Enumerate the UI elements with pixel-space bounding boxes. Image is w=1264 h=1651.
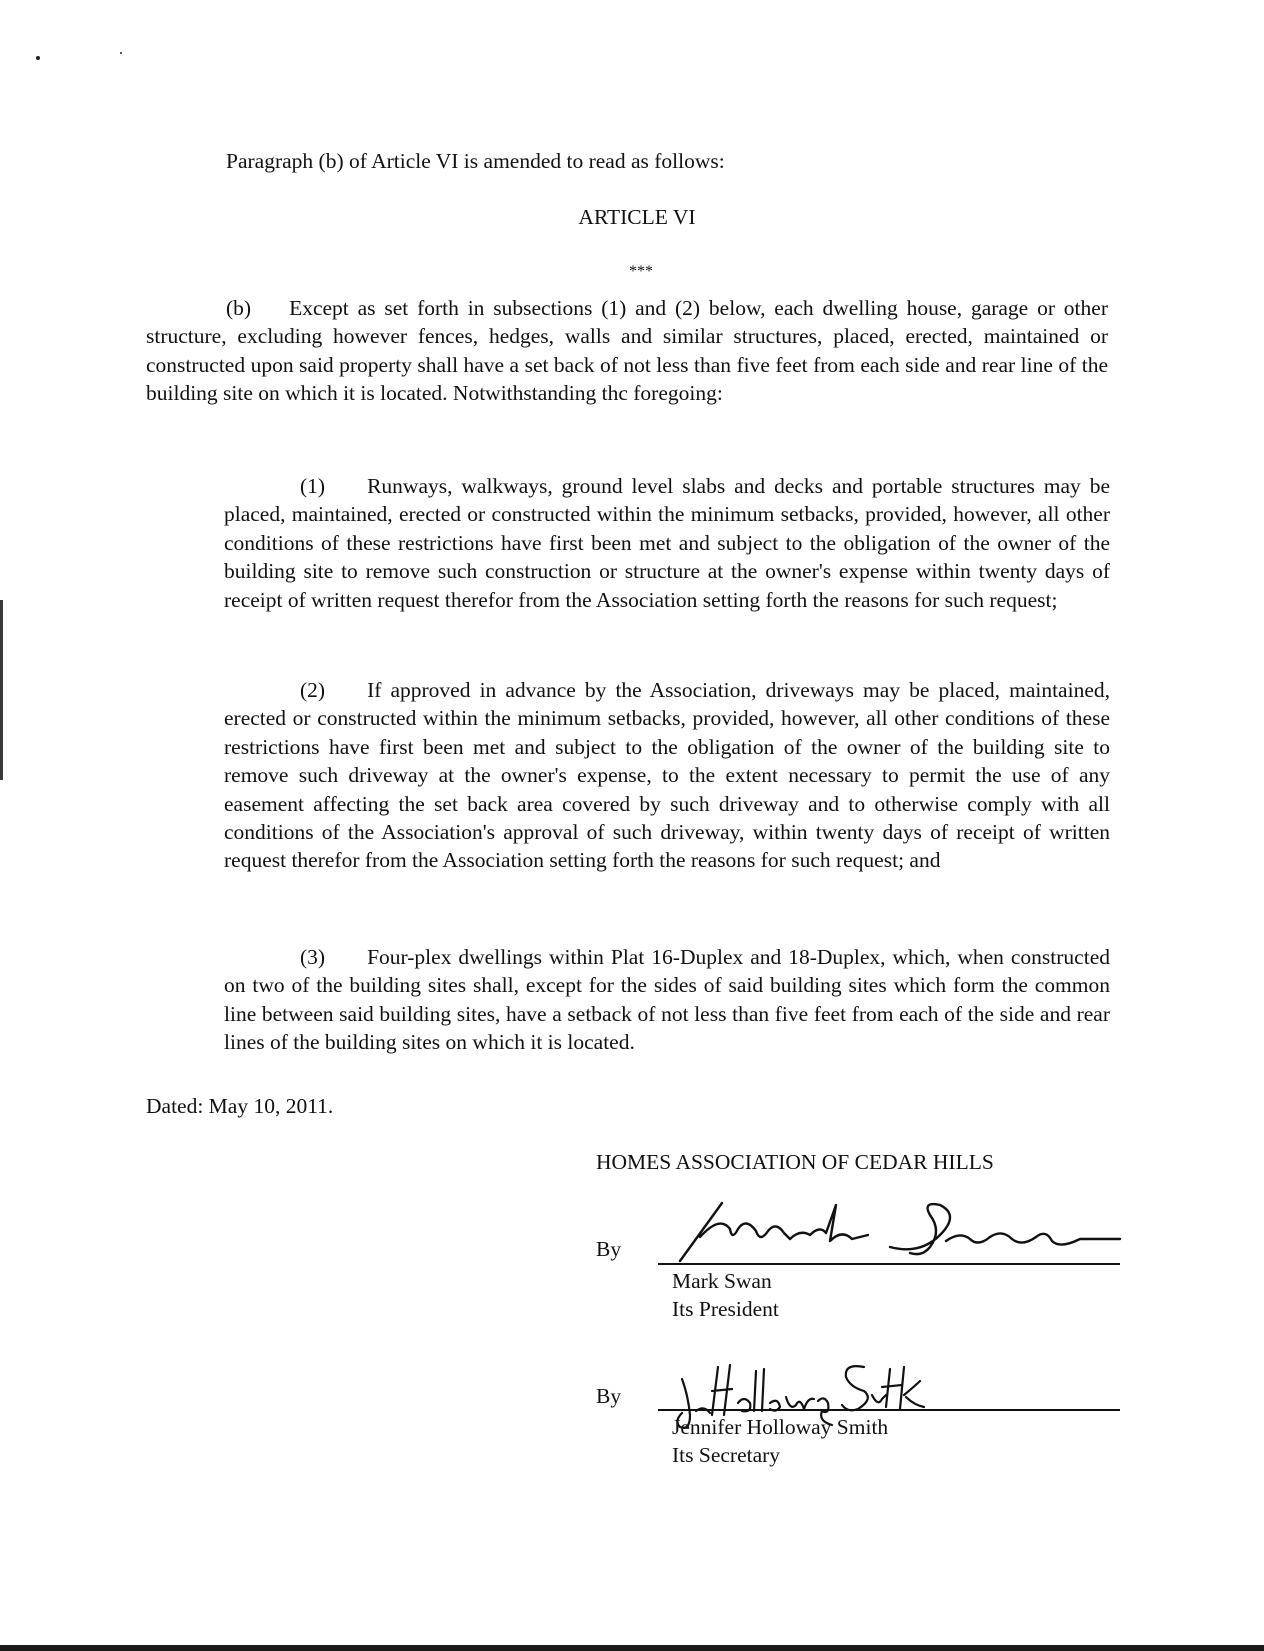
signer-title: Its President: [672, 1297, 779, 1321]
signature-line: [658, 1409, 1120, 1411]
date-line: Dated: May 10, 2011.: [146, 1094, 334, 1118]
article-heading: ARTICLE VI: [578, 205, 696, 229]
paragraph-b-text: Except as set forth in subsections (1) and (2) below, each dwelling house, garage or other structure, excluding however fences, hedges, walls and similar structures, placed, erected, maintained or constructed upon said property shall have a set back of not less than five feet from each side and rear line of the building site on which it is located. Notwithstanding thc foregoing:: [146, 296, 1108, 406]
subsection-text: If approved in advance by the Association, driveways may be placed, maintained, erected or constructed within the minimum setbacks, provided, however, all other conditions of these restrictions have first been met and subject to the obligation of the owner of the building site to remove such driveway at the owner's expense, to the extent necessary to permit the use of any easement affecting the set back area covered by such driveway and to otherwise comply with all conditions of the Association's approval of such driveway, within twenty days of receipt of written request therefor from the Association setting forth the reasons for such request; and: [224, 678, 1110, 873]
president-signature: [660, 1195, 1130, 1273]
paragraph-b: [146, 294, 1108, 408]
subsection-label: (1): [300, 474, 326, 498]
signer-title: Its Secretary: [672, 1443, 781, 1467]
signature-line: [658, 1263, 1120, 1265]
scan-edge-mark: [0, 600, 3, 780]
by-label: By: [596, 1384, 622, 1408]
signer-name: Jennifer Holloway Smith: [672, 1415, 889, 1439]
organization-name: HOMES ASSOCIATION OF CEDAR HILLS: [596, 1150, 994, 1174]
by-label: By: [596, 1237, 622, 1261]
subsection-label: (2): [300, 678, 326, 702]
subsection-1: [224, 472, 1110, 614]
subsection-text: Runways, walkways, ground level slabs and decks and portable structures may be placed, maintained, erected or constructed within the minimum setbacks, provided, however, all other conditions of these restrictions have first been met and subject to the obligation of the owner of the building site to remove such construction or structure at the owner's expense within twenty days of receipt of written request therefor from the Association setting forth the reasons for such request;: [224, 474, 1110, 612]
subsection-2: [224, 676, 1110, 875]
scan-speck: [120, 52, 122, 54]
signer-name: Mark Swan: [672, 1269, 772, 1293]
scan-speck: [36, 56, 40, 60]
subsection-text: Four-plex dwellings within Plat 16-Duplex and 18-Duplex, which, when constructed on two of the building sites shall, except for the sides of said building sites which form the common line between said building sites, have a setback of not less than five feet from each of the side and rear lines of the building sites on which it is located.: [224, 945, 1110, 1055]
scan-edge-bottom: [0, 1645, 1264, 1651]
section-separator: ***: [629, 263, 653, 280]
subsection-label: (3): [300, 945, 326, 969]
paragraph-b-label: (b): [226, 296, 252, 320]
amendment-intro: Paragraph (b) of Article VI is amended to read as follows:: [226, 149, 725, 173]
subsection-3: [224, 943, 1110, 1057]
